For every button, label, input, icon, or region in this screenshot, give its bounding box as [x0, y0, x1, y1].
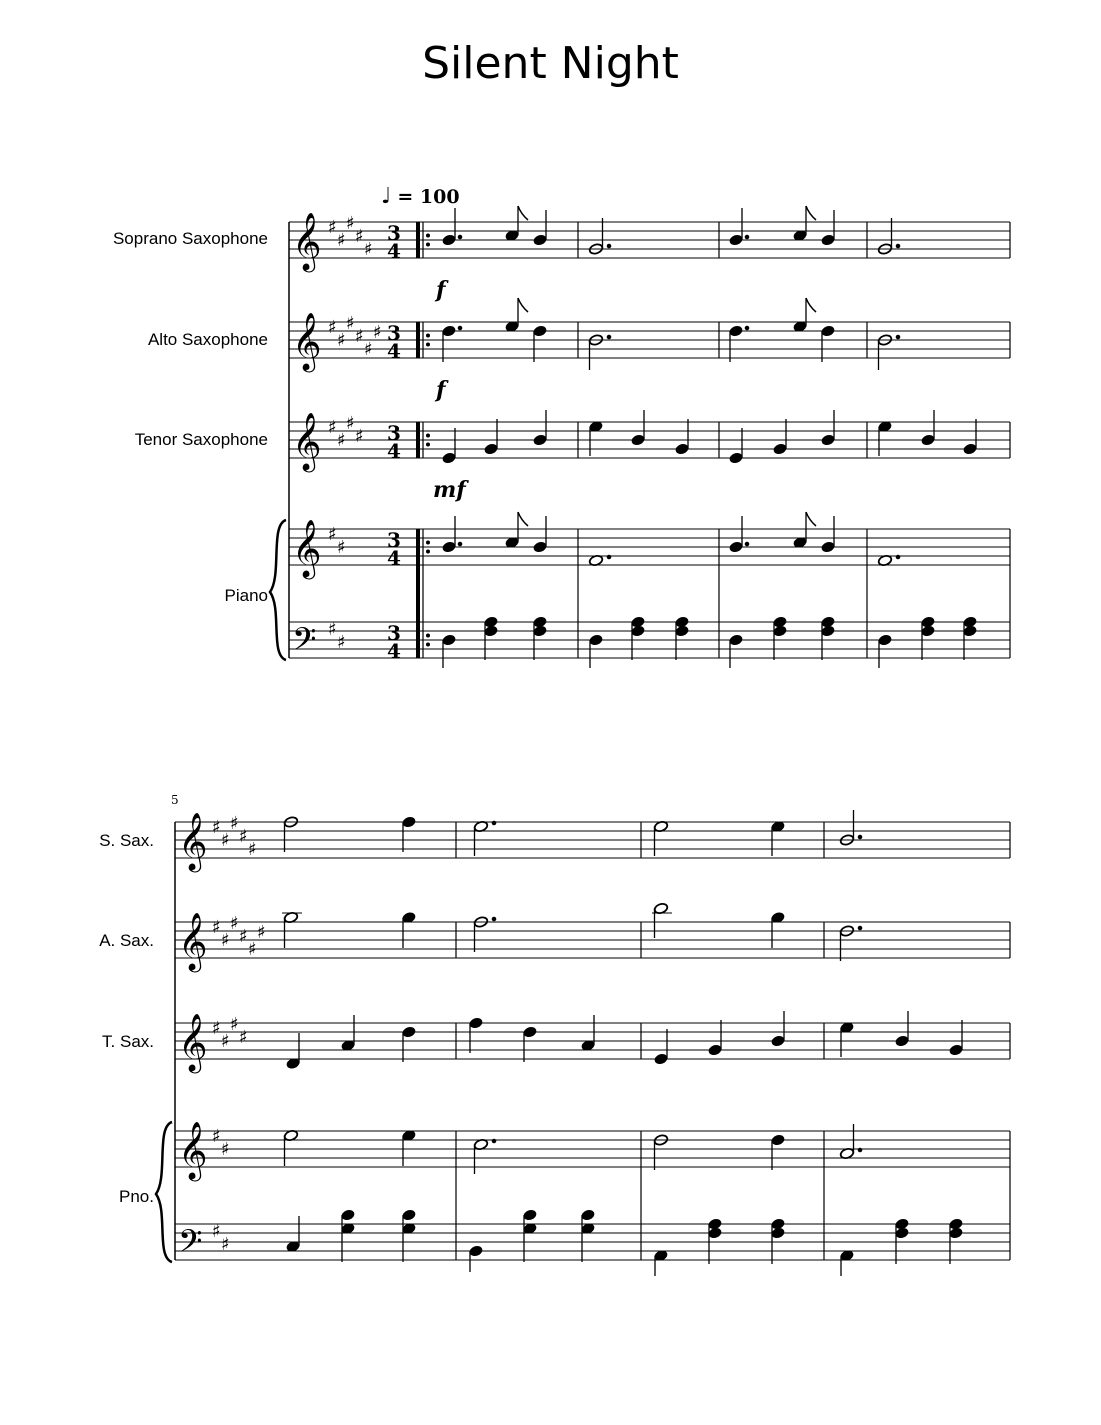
staff-piano-treble	[175, 1131, 1010, 1167]
svg-text:♯: ♯	[230, 813, 239, 834]
svg-text:♯: ♯	[212, 1126, 221, 1147]
svg-text:4: 4	[387, 239, 401, 263]
notes-alto-sax	[282, 902, 862, 961]
instrument-name: Soprano Saxophone	[112, 229, 268, 248]
treble-clef-icon: 𝄞	[292, 519, 322, 577]
svg-text:♯: ♯	[328, 524, 337, 545]
quarter-note-icon: ♩	[381, 183, 392, 209]
piano-brace	[270, 520, 286, 660]
svg-text:♯: ♯	[355, 226, 364, 247]
key-signature	[328, 213, 382, 653]
svg-text:♯: ♯	[221, 1139, 230, 1160]
instrument-name: Piano	[224, 586, 268, 605]
staff-soprano-sax	[175, 822, 1010, 858]
svg-text:♯: ♯	[328, 417, 337, 438]
svg-text:♯: ♯	[221, 930, 230, 951]
svg-text:♯: ♯	[212, 1221, 221, 1242]
tempo-marking	[381, 183, 460, 209]
svg-text:3: 3	[387, 421, 401, 445]
instrument-name: Alto Saxophone	[147, 330, 268, 349]
svg-text:♯: ♯	[248, 939, 257, 960]
svg-text:♯: ♯	[337, 632, 346, 653]
svg-text:♯: ♯	[328, 619, 337, 640]
staff-tenor-sax	[175, 1023, 1010, 1059]
instrument-name: T. Sax.	[102, 1032, 154, 1051]
svg-text:♯: ♯	[355, 326, 364, 347]
svg-text:♯: ♯	[328, 317, 337, 338]
treble-clef-icon: 𝄞	[292, 312, 322, 370]
svg-text:3: 3	[387, 621, 401, 645]
dynamic-marking: f	[436, 277, 446, 303]
dynamic-marking: mf	[433, 477, 466, 503]
treble-clef-icon: 𝄞	[178, 812, 208, 870]
svg-text:♯: ♯	[248, 839, 257, 860]
svg-text:4: 4	[387, 546, 401, 570]
svg-text:♯: ♯	[346, 313, 355, 334]
notes-alto-sax	[442, 298, 900, 370]
svg-text:♯: ♯	[230, 913, 239, 934]
svg-text:3: 3	[387, 321, 401, 345]
svg-text:♯: ♯	[239, 826, 248, 847]
instrument-name: Pno.	[119, 1187, 154, 1206]
svg-text:4: 4	[387, 639, 401, 663]
treble-clef-icon: 𝄞	[178, 1121, 208, 1179]
svg-text:♯: ♯	[257, 922, 266, 943]
bass-clef-icon: 𝄢	[292, 621, 317, 665]
bass-clef-icon: 𝄢	[178, 1223, 203, 1267]
score-title: Silent Night	[422, 38, 679, 89]
svg-text:♯: ♯	[346, 413, 355, 434]
notes-piano-bass	[442, 616, 977, 668]
instrument-name: S. Sax.	[99, 831, 154, 850]
svg-text:♯: ♯	[212, 817, 221, 838]
treble-clef-icon: 𝄞	[178, 1013, 208, 1071]
instrument-name: A. Sax.	[99, 931, 154, 950]
notes-tenor-sax	[286, 1011, 963, 1070]
svg-text:♯: ♯	[364, 339, 373, 360]
svg-text:3: 3	[387, 221, 401, 245]
tempo-value: = 100	[397, 186, 460, 208]
svg-text:♯: ♯	[230, 1014, 239, 1035]
instrument-name: Tenor Saxophone	[134, 430, 268, 449]
svg-text:♯: ♯	[239, 1027, 248, 1048]
svg-text:♯: ♯	[337, 537, 346, 558]
system-1	[113, 183, 1010, 668]
piano-brace	[156, 1122, 172, 1262]
svg-text:♯: ♯	[221, 1031, 230, 1052]
key-signature	[212, 813, 266, 1255]
svg-text:♯: ♯	[221, 830, 230, 851]
svg-text:♯: ♯	[337, 230, 346, 251]
notes-tenor-sax	[442, 410, 977, 464]
svg-text:♯: ♯	[373, 322, 382, 343]
treble-clef-icon: 𝄞	[178, 912, 208, 970]
svg-text:♯: ♯	[221, 1234, 230, 1255]
staff-alto-sax	[175, 922, 1010, 958]
measure-number: 5	[171, 793, 179, 807]
svg-text:4: 4	[387, 339, 401, 363]
svg-text:♯: ♯	[337, 430, 346, 451]
system-2	[99, 793, 1010, 1276]
dynamic-marking: f	[436, 377, 446, 403]
svg-text:♯: ♯	[355, 426, 364, 447]
svg-text:♯: ♯	[239, 926, 248, 947]
svg-text:♯: ♯	[337, 330, 346, 351]
svg-text:♯: ♯	[328, 217, 337, 238]
svg-text:4: 4	[387, 439, 401, 463]
treble-clef-icon: 𝄞	[292, 412, 322, 470]
notes-piano-treble	[442, 512, 900, 567]
treble-clef-icon: 𝄞	[292, 212, 322, 270]
svg-text:♯: ♯	[346, 213, 355, 234]
svg-text:♯: ♯	[364, 239, 373, 260]
svg-text:3: 3	[387, 528, 401, 552]
svg-text:♯: ♯	[212, 1018, 221, 1039]
time-signature	[387, 221, 401, 663]
svg-text:♯: ♯	[212, 917, 221, 938]
